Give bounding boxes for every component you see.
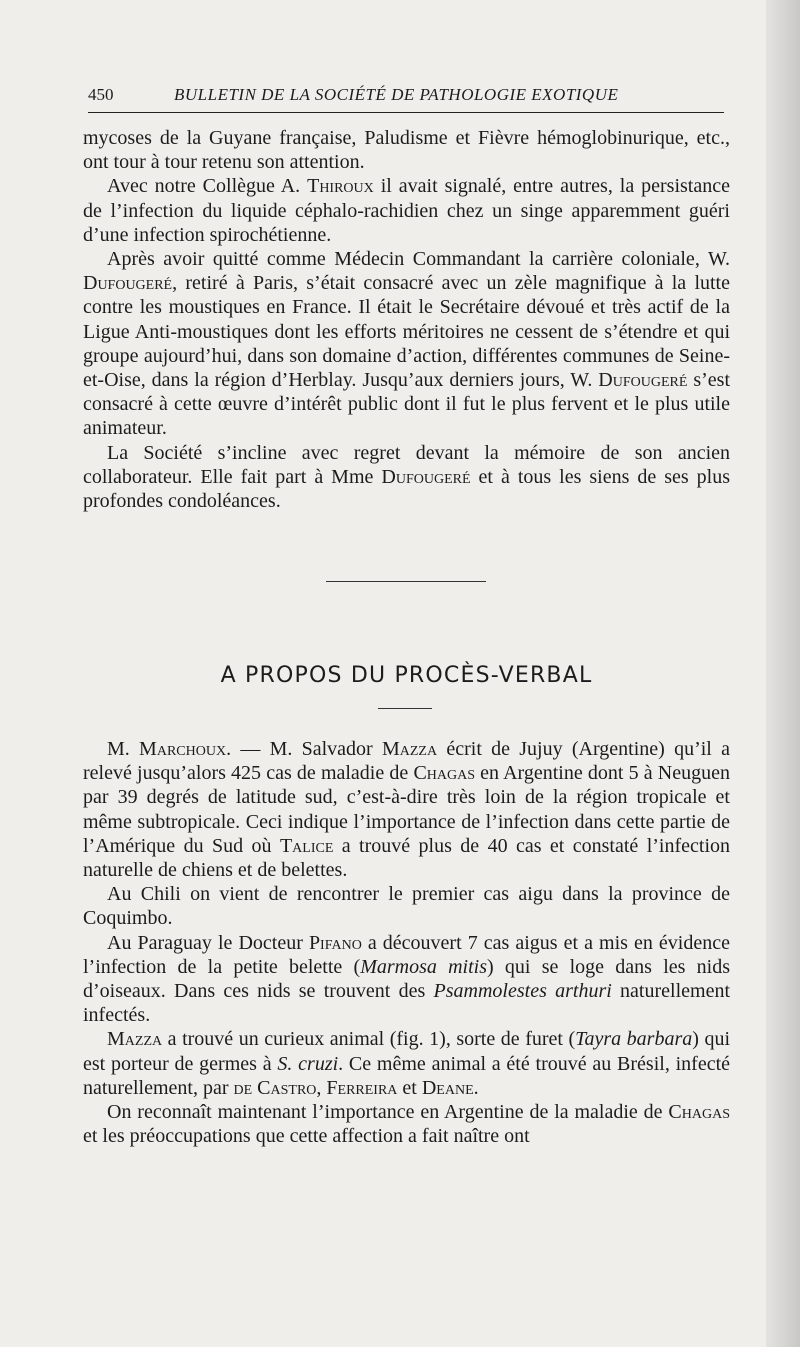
author-name: Chagas — [413, 762, 476, 785]
paragraph: Mazza a trouvé un curieux animal (fig. 1), sorte de furet (Tayra barbara) qui est porteur de germes à S. cruzi. Ce même animal a été trouvé au Brésil, infecté naturellement, par de Castro, Ferreira et Deane. — [83, 1028, 731, 1099]
author-name: Dufougeré — [83, 272, 173, 295]
proces-verbal-section — [83, 737, 730, 1148]
species-name: S. cruzi — [277, 1052, 339, 1075]
author-name: Deane — [421, 1076, 474, 1099]
obituary-section — [83, 126, 730, 513]
paragraph: Avec notre Collègue A. Thiroux il avait signalé, entre autres, la persistance de l’infection du liquide céphalo-rachidien chez un singe apparemment guéri d’une infection spirochétienne. — [83, 175, 730, 246]
author-name: Talice — [279, 834, 334, 857]
paragraph: mycoses de la Guyane française, Paludisme et Fièvre hémoglobinurique, etc., ont tour à tour retenu son attention. — [83, 127, 730, 174]
author-name: Dufougeré — [598, 369, 688, 392]
section-title: A PROPOS DU PROCÈS-VERBAL — [220, 663, 593, 688]
author-name: Dufougeré — [381, 465, 471, 488]
page-edge-shadow — [766, 0, 800, 1347]
author-name: Mazza — [381, 738, 438, 760]
header-rule — [88, 112, 724, 113]
author-name: Ferreira — [326, 1076, 398, 1099]
paragraph: La Société s’incline avec regret devant la mémoire de son ancien collaborateur. Elle fait part à Mme Dufougeré et à tous les siens de ses plus profondes condoléances. — [83, 441, 730, 513]
species-name: Psammolestes arthuri — [433, 980, 612, 1003]
running-title: BULLETIN DE LA SOCIÉTÉ DE PATHOLOGIE EXOTIQUE — [174, 85, 619, 104]
author-name: Mazza — [107, 1028, 163, 1051]
paragraph: Au Paraguay le Docteur Pifano a découvert 7 cas aigus et a mis en évidence l’infection de la petite belette (Marmosa mitis) qui se loge dans les nids d’oiseaux. Dans ces nids se trouvent des Psammolestes arthuri naturellement infectés. — [83, 931, 731, 1027]
paragraph: On reconnaît maintenant l’importance en Argentine de la maladie de Chagas et les préoccupations que cette affection a fait naître ont — [83, 1101, 730, 1148]
author-name: Chagas — [668, 1101, 730, 1124]
paragraph: M. Marchoux. — M. Salvador Mazza écrit de Jujuy (Argentine) qu’il a relevé jusqu’alors 425 cas de maladie de Chagas en Argentine dont 5 à Neuguen par 39 degrés de latitude sud, c’est-à-dire très loin de la région tropicale et même subtropicale. Ceci indique l’importance de l’infection dans cette partie de l’Amérique du Sud où Talice a trouvé plus de 40 cas et constaté l’infection naturelle de chiens et de belettes. — [83, 738, 730, 882]
author-name: Pifano — [308, 931, 362, 954]
species-name: Marmosa mitis — [360, 955, 488, 978]
species-name: Tayra barbara — [575, 1028, 693, 1051]
paragraph: Au Chili on vient de rencontrer le premier cas aigu dans la province de Coquimbo. — [83, 883, 730, 930]
section-separator — [326, 581, 486, 582]
page-number: 450 — [88, 85, 114, 104]
title-rule — [378, 708, 432, 709]
author-name: Marchoux — [139, 738, 227, 760]
author-name: Thiroux — [307, 175, 374, 198]
paragraph: Après avoir quitté comme Médecin Commandant la carrière coloniale, W. Dufougeré, retiré à Paris, s’était consacré avec un zèle magnifique à la lutte contre les moustiques en France. Il était le Secrétaire dévoué et très actif de la Ligue Anti-moustiques dont les efforts méritoires ne cessent de s’étendre et qui groupe aujourd’hui, dans son domaine d’action, différentes communes de Seine-et-Oise, dans la région d’Herblay. Jusqu’aux derniers jours, W. Dufougeré s’est consacré à cette œuvre d’intérêt public dont il fut le plus fervent et le plus utile animateur. — [83, 248, 730, 440]
author-name: de Castro — [233, 1076, 317, 1099]
